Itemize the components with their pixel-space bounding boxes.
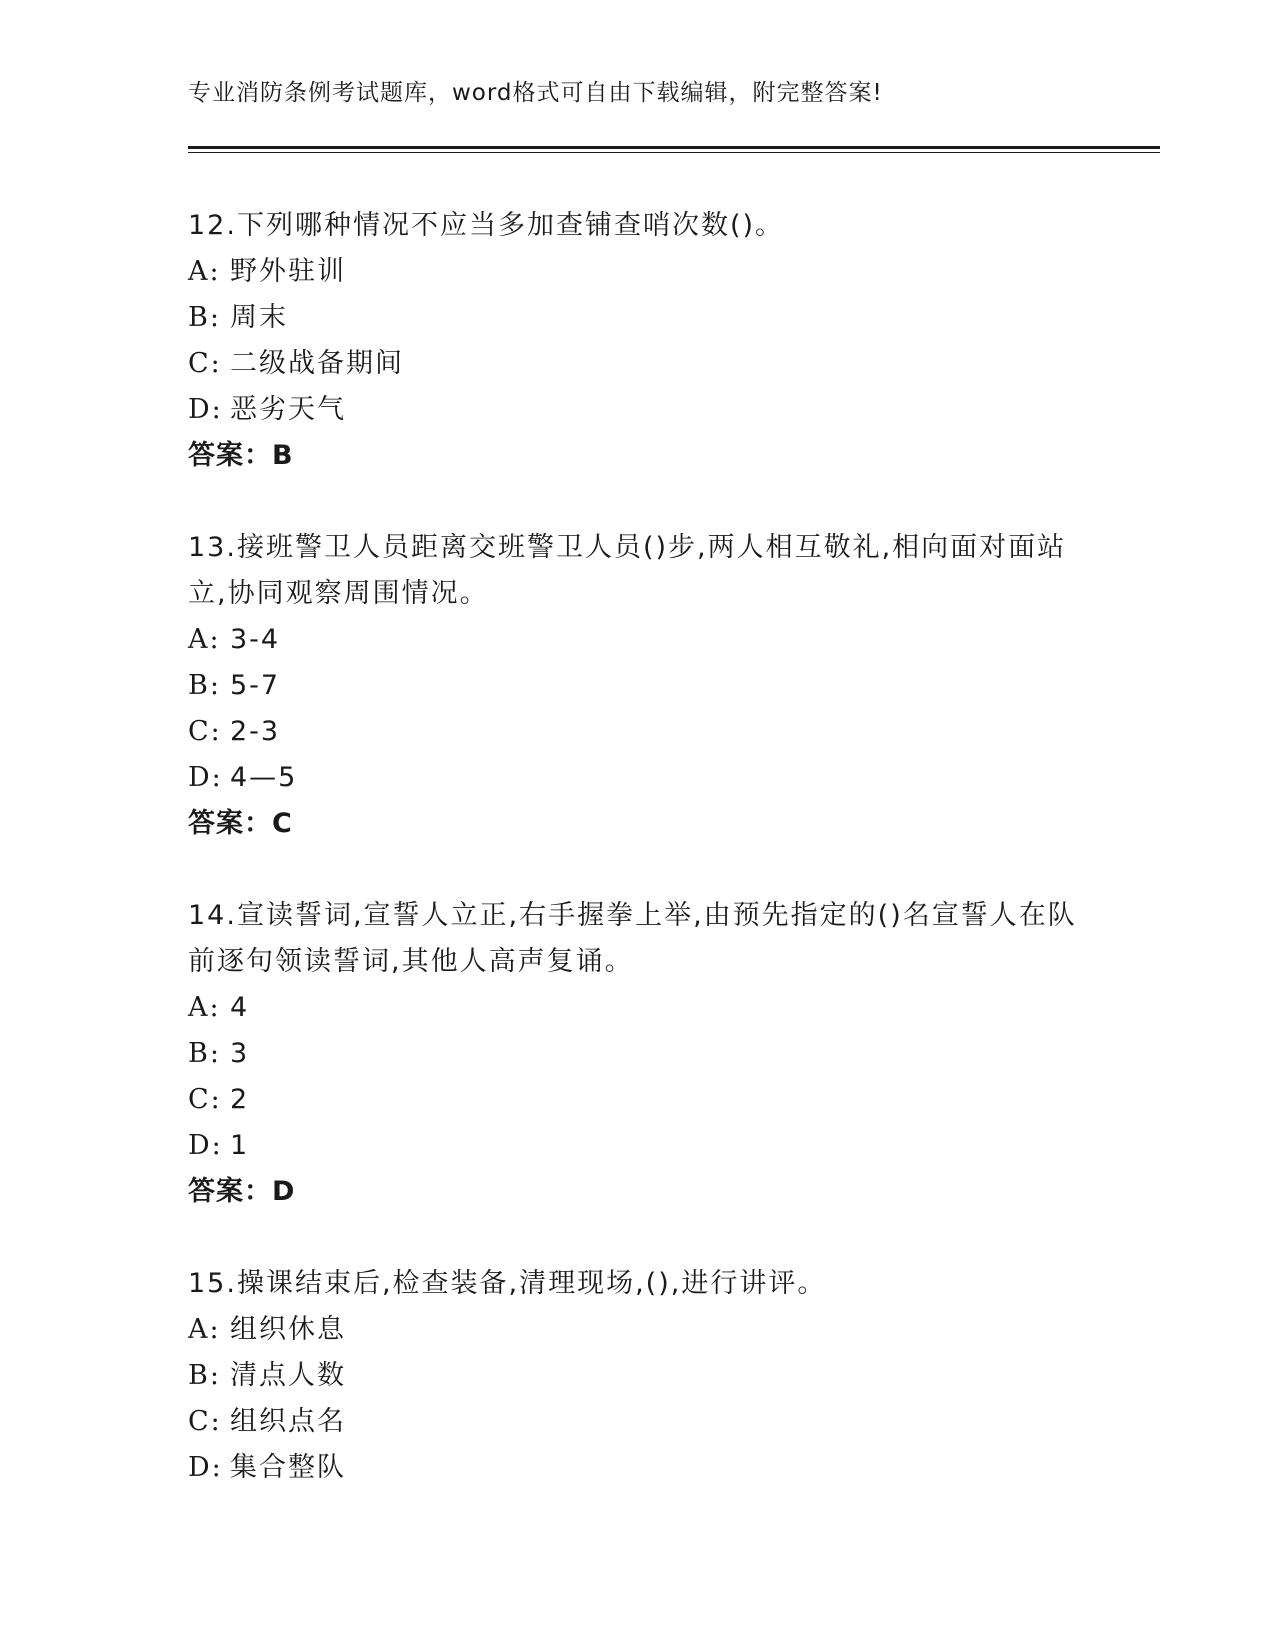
option-c: [188, 1399, 1088, 1445]
option-a: [188, 617, 1088, 663]
option-key: A:: [188, 624, 221, 655]
option-text: 3: [230, 1038, 250, 1069]
option-b: [188, 1353, 1088, 1399]
answer-line: [188, 801, 1088, 847]
option-key: C:: [188, 716, 222, 747]
option-text: 4—5: [230, 762, 298, 793]
option-key: A:: [188, 1314, 221, 1345]
option-text: 4: [230, 992, 250, 1023]
option-b: [188, 663, 1088, 709]
option-key: D:: [188, 394, 223, 425]
option-key: C:: [188, 1406, 222, 1437]
header-rule-thick: [188, 146, 1160, 149]
option-key: D:: [188, 1452, 223, 1483]
option-text: 1: [230, 1130, 250, 1161]
question-15: [188, 1261, 1088, 1491]
option-d: [188, 1123, 1088, 1169]
option-key: C:: [188, 1084, 222, 1115]
answer-value: B: [272, 440, 294, 471]
answer-value: C: [272, 808, 293, 839]
option-c: [188, 341, 1088, 387]
option-text: 清点人数: [230, 1360, 346, 1391]
question-stem: 12.下列哪种情况不应当多加查铺查哨次数()。: [188, 210, 785, 241]
question-12: [188, 203, 1088, 479]
option-key: A:: [188, 256, 221, 287]
option-key: C:: [188, 348, 222, 379]
option-key: B:: [188, 670, 221, 701]
option-text: 野外驻训: [230, 256, 346, 287]
option-c: [188, 709, 1088, 755]
question-list: [188, 203, 1088, 1537]
option-b: [188, 295, 1088, 341]
option-d: [188, 387, 1088, 433]
answer-line: [188, 1169, 1088, 1215]
option-key: B:: [188, 1038, 221, 1069]
page-header: 专业消防条例考试题库，word格式可自由下载编辑，附完整答案!: [188, 80, 883, 106]
answer-label: 答案：: [188, 808, 272, 839]
option-text: 5-7: [230, 670, 281, 701]
answer-line: [188, 433, 1088, 479]
option-key: B:: [188, 302, 221, 333]
option-key: D:: [188, 1130, 223, 1161]
option-a: [188, 249, 1088, 295]
header-rule-thin: [188, 152, 1160, 153]
answer-label: 答案：: [188, 440, 272, 471]
option-text: 组织点名: [230, 1406, 346, 1437]
option-a: [188, 1307, 1088, 1353]
option-c: [188, 1077, 1088, 1123]
option-a: [188, 985, 1088, 1031]
option-b: [188, 1031, 1088, 1077]
option-key: B:: [188, 1360, 221, 1391]
question-stem: 15.操课结束后,检查装备,清理现场,(),进行讲评。: [188, 1268, 827, 1299]
option-text: 2: [230, 1084, 250, 1115]
option-text: 集合整队: [230, 1452, 346, 1483]
option-d: [188, 1445, 1088, 1491]
option-text: 周末: [230, 302, 288, 333]
option-key: D:: [188, 762, 223, 793]
question-14: [188, 893, 1088, 1215]
option-d: [188, 755, 1088, 801]
option-text: 恶劣天气: [230, 394, 346, 425]
question-13: [188, 525, 1088, 847]
question-stem: 14.宣读誓词,宣誓人立正,右手握拳上举,由预先指定的()名宣誓人在队前逐句领读誓词,其他人高声复诵。: [188, 900, 1077, 977]
option-text: 3-4: [230, 624, 281, 655]
answer-value: D: [272, 1176, 296, 1207]
option-text: 二级战备期间: [230, 348, 404, 379]
option-text: 2-3: [230, 716, 281, 747]
answer-label: 答案：: [188, 1176, 272, 1207]
option-text: 组织休息: [230, 1314, 346, 1345]
option-key: A:: [188, 992, 221, 1023]
question-stem: 13.接班警卫人员距离交班警卫人员()步,两人相互敬礼,相向面对面站立,协同观察周围情况。: [188, 532, 1067, 609]
